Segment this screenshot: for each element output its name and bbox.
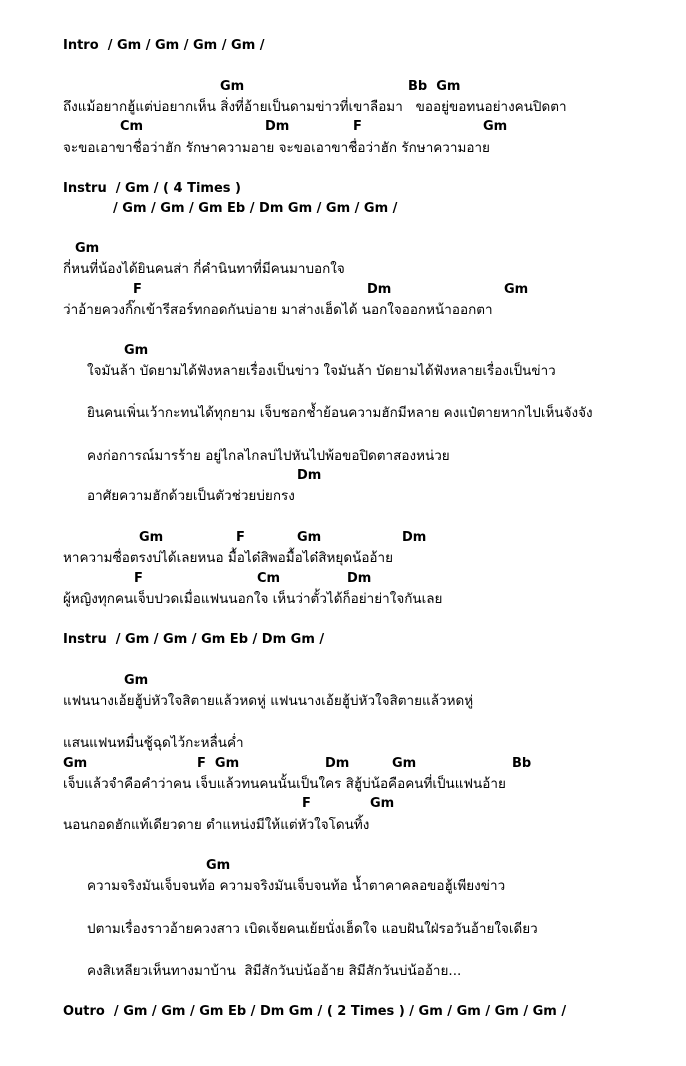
chord: F <box>236 530 245 545</box>
chord: Dm <box>325 756 350 771</box>
instru-text: / Gm / Gm / Gm Eb / Dm Gm / Gm / Gm / <box>113 201 398 216</box>
verse1-lyric-1 <box>0 98 686 118</box>
chorus2-lyric-2 <box>0 920 686 940</box>
lyric-text: ปตามเรื่องราวอ้ายควงสาว เบิดเจ้ยคนเย้ยนั่งเฮ็ดใจ แอบฝันใฝ่รอวันอ้ายใจเดียว <box>87 921 538 937</box>
chorus2-lyric-3 <box>0 962 686 982</box>
chord: Cm <box>120 119 144 134</box>
lyric-text: ว่าอ้ายควงกิ๊กเข้ารีสอร์ทกอดกันบ่อาย มาส่างเฮ็ดได้ นอกใจออกหน้าออกตา <box>63 302 493 318</box>
chord: F Gm <box>197 756 240 771</box>
chord: F <box>133 282 142 297</box>
lyric-text: หาความซื่อตรงบ่ได้เลยหนอ มื้อได๋สิพอมื้อได๋สิหยุดน้ออ้าย <box>63 550 394 566</box>
bridge-lyric-2 <box>0 590 686 610</box>
bridge-chords-2 <box>0 570 686 590</box>
chord: F <box>353 119 362 134</box>
lyric-text: ความจริงมันเจ็บจนท้อ ความจริงมันเจ็บจนท้อ น้ำตาคาคลอขอฮู้เพียงข่าว <box>87 878 506 894</box>
lyric-text: ยินคนเพิ่นเว้ากะทนได้ทุกยาม เจ็บชอกช้ำย้อนความฮักมีหลาย คงแป๋ตายหากไปเห็นจังจัง <box>87 405 593 421</box>
lyric-text: จะขอเอาขาชื่อว่าฮัก รักษาความอาย จะขอเอาขาชื่อว่าฮัก รักษาความอาย <box>63 140 490 156</box>
intro-line <box>0 37 686 57</box>
verse3-lyric-1 <box>0 692 686 712</box>
verse3-chords-4 <box>0 795 686 815</box>
chorus1-lyric-1 <box>0 362 686 382</box>
chord: Bb Gm <box>408 79 461 94</box>
chord: Dm <box>402 530 427 545</box>
chord: Dm <box>347 571 372 586</box>
chorus2-chords-1 <box>0 857 686 877</box>
chord: Dm <box>367 282 392 297</box>
chorus1-lyric-3 <box>0 447 686 467</box>
lyric-text: กี่หนที่น้องได้ยินคนส่า กี่คำนินทาที่มีคนมาบอกใจ <box>63 261 345 277</box>
chord: Gm <box>124 673 149 688</box>
lyric-text: เจ็บแล้วจำคือคำว่าคน เจ็บแล้วทนคนนั้นเป็นใคร สิฮู้บ่น้อคือคนที่เป็นแฟนอ้าย <box>63 776 506 792</box>
lyric-text: นอนกอดฮักแท้เดียวดาย ตำแหน่งมีให้แต่หัวใจโดนทิ้ง <box>63 817 370 833</box>
chord: F <box>134 571 143 586</box>
verse2-chords-1 <box>0 240 686 260</box>
chord: Gm <box>370 796 395 811</box>
chord: Dm <box>297 468 322 483</box>
outro-line <box>0 1003 686 1023</box>
lyric-text: คงสิเหลียวเห็นทางมาบ้าน สิมีสักวันบ่น้ออ้าย สิมีสักวันบ่น้ออ้าย... <box>87 963 462 979</box>
chord: Gm <box>504 282 529 297</box>
lyric-text: คงก่อการณ์มารร้าย อยู่ไกลไกลบ่ไปหันไปพ้อขอปิดตาสองหน่วย <box>87 448 450 464</box>
outro-text: Outro / Gm / Gm / Gm Eb / Dm Gm / ( 2 Times ) / Gm / Gm / Gm / Gm / <box>63 1004 567 1019</box>
chord: Cm <box>257 571 281 586</box>
lyric-text: ผู้หญิงทุกคนเจ็บปวดเมื่อแฟนนอกใจ เห็นว่าตั้วได้ก็อย่าย่าใจกันเลย <box>63 591 443 607</box>
intro-text: Intro / Gm / Gm / Gm / Gm / <box>63 38 265 53</box>
chord: Gm <box>75 241 100 256</box>
verse2-chords-2 <box>0 281 686 301</box>
instru1-line-1 <box>0 180 686 200</box>
verse1-lyric-2 <box>0 139 686 159</box>
chord: Gm <box>220 79 245 94</box>
instru2-line <box>0 631 686 651</box>
lyric-text: ใจมันล้า บัดยามได้ฟังหลายเรื่องเป็นข่าว ใจมันล้า บัดยามได้ฟังหลายเรื่องเป็นข่าว <box>87 363 556 379</box>
chorus1-lyric-2 <box>0 404 686 424</box>
chord: Bb <box>512 756 532 771</box>
chord: Gm <box>483 119 508 134</box>
bridge-lyric-1 <box>0 549 686 569</box>
chord: Gm <box>139 530 164 545</box>
instru-text: Instru / Gm / Gm / Gm Eb / Dm Gm / <box>63 632 325 647</box>
lyric-text: ถึงแม้อยากฮู้แต่บ่อยากเห็น สิ่งที่อ้ายเป็นดามข่าวที่เขาลือมา ขออยู่ขอทนอย่างคนปิดตา <box>63 99 567 115</box>
chorus2-lyric-1 <box>0 877 686 897</box>
chorus1-chords-4 <box>0 467 686 487</box>
lyric-text: อาศัยความฮักด้วยเป็นตัวช่วยบ่ยกรง <box>87 488 295 504</box>
chord: F <box>302 796 311 811</box>
verse3-lyric-2 <box>0 734 686 754</box>
chord: Gm <box>63 756 88 771</box>
chord: Gm <box>392 756 417 771</box>
verse3-chords-1 <box>0 672 686 692</box>
verse1-chords-2 <box>0 118 686 138</box>
instru-text: Instru / Gm / ( 4 Times ) <box>63 181 241 196</box>
bridge-chords-1 <box>0 529 686 549</box>
lyric-text: แฟนนางเอ้ยฮู้บ่หัวใจสิตายแล้วหดหู่ แฟนนางเอ้ยฮู้บ่หัวใจสิตายแล้วหดหู่ <box>63 693 474 709</box>
chord: Gm <box>206 858 231 873</box>
verse1-chords-1 <box>0 78 686 98</box>
verse2-lyric-2 <box>0 301 686 321</box>
verse3-lyric-4 <box>0 816 686 836</box>
instru1-line-2 <box>0 200 686 220</box>
chorus1-chords-1 <box>0 342 686 362</box>
verse3-lyric-3 <box>0 775 686 795</box>
verse2-lyric-1 <box>0 260 686 280</box>
chord: Gm <box>124 343 149 358</box>
lyric-text: แสนแฟนหมื่นชู้ฉุดไว้กะหลื่นค่ำ <box>63 735 244 751</box>
chord: Gm <box>297 530 322 545</box>
verse3-chords-3 <box>0 755 686 775</box>
chord: Dm <box>265 119 290 134</box>
chorus1-lyric-4 <box>0 487 686 507</box>
